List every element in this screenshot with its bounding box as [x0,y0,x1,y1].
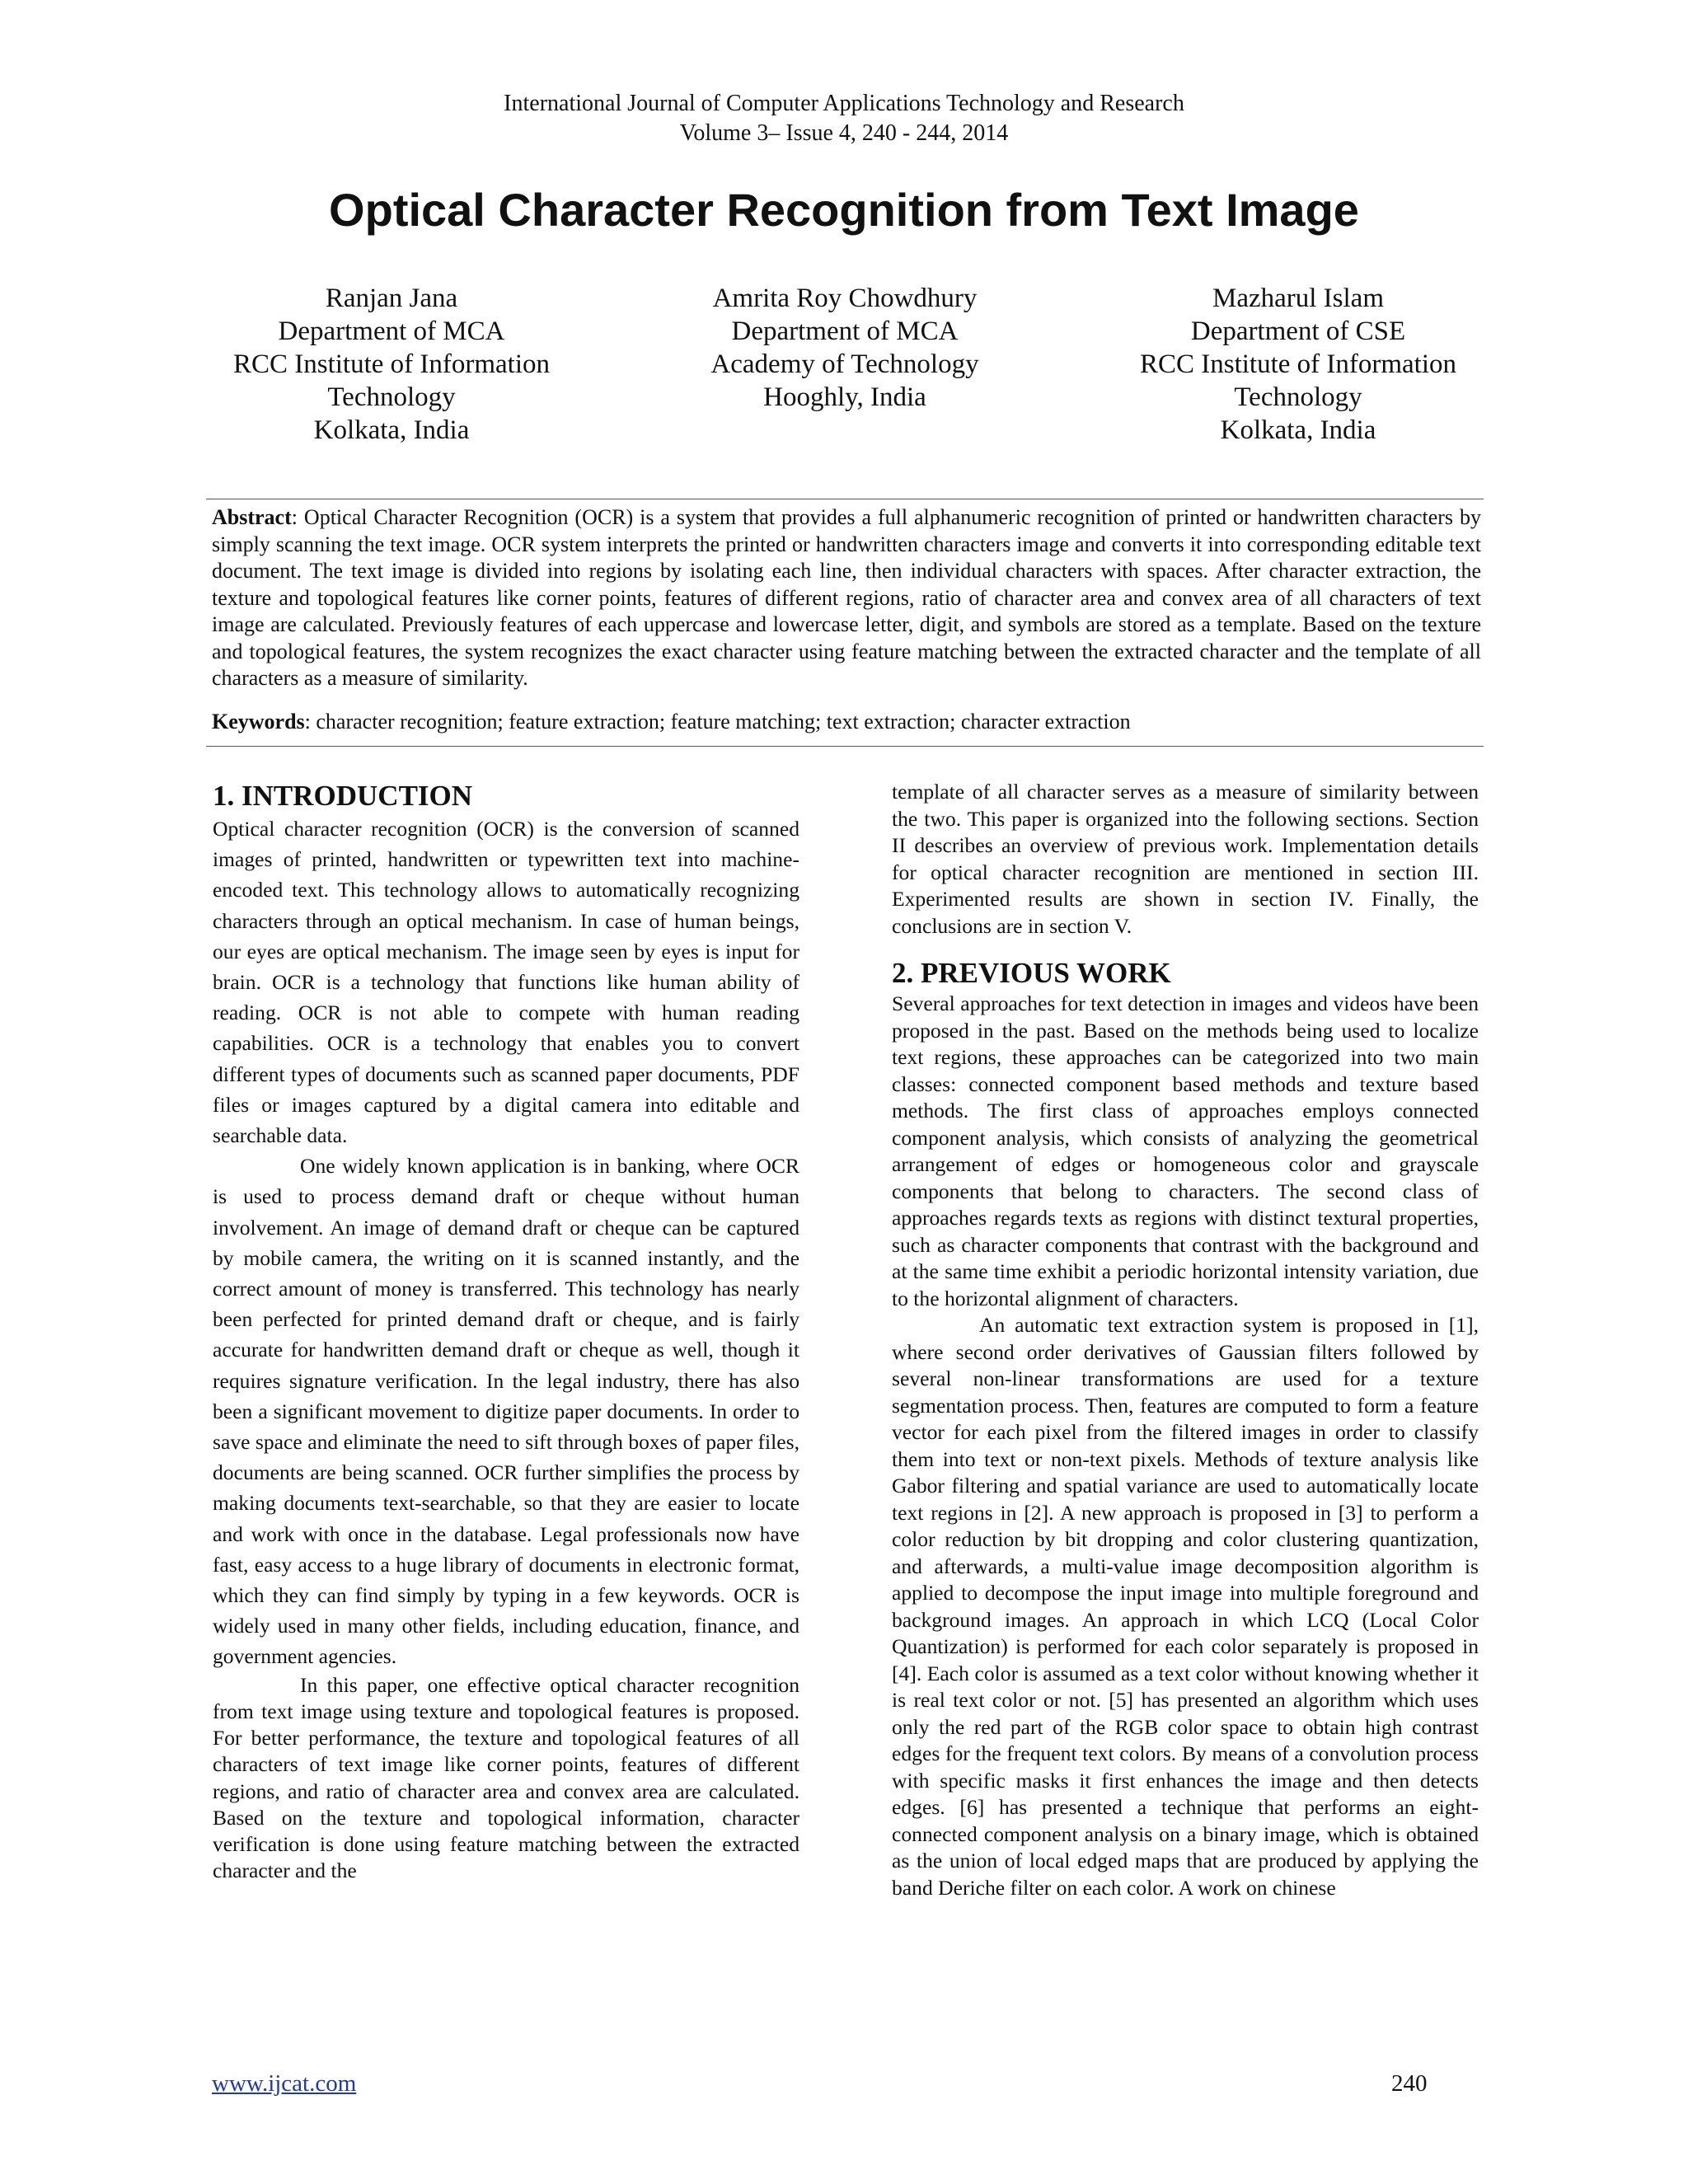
author-affiliation-line: RCC Institute of Information [1139,349,1457,379]
page-number: 240 [1391,2070,1428,2097]
author-affiliation-line: Hooghly, India [763,382,926,412]
journal-name: International Journal of Computer Applications Technology and Research [504,91,1184,116]
keywords-text: : character recognition; feature extraction; feature matching; text extraction; character extraction [304,710,1131,733]
author-name: Ranjan Jana [325,284,458,313]
previous-work-paragraph-2: An automatic text extraction system is proposed in [1], where second order derivatives of Gaussian filters followed by several non-linear transformations are used for a texture segmentation process. Then, features are computed to form a feature vector for each pixel from the filtered images in order to classify them into text or non-text pixels. Methods of texture analysis like Gabor filtering and spatial variance are used to automatically locate text regions in [2]. A new approach is proposed in [3] to perform a color reduction by bit dropping and color clustering quantization, and afterwards, a multi-value image decomposition algorithm is applied to decompose the input image into multiple foreground and background images. An approach in which LCQ (Local Color Quantization) is performed for each color separately is proposed in [4]. Each color is assumed as a text color without knowing whether it is real text color or not. [5] has presented an algorithm which uses only the red part of the RGB color space to obtain high contrast edges for the frequent text colors. By means of a convolution process with specific masks it first enhances the image and then detects edges. [6] has presented a technique that performs an eight-connected component analysis on a binary image, which is obtained as the union of local edged maps that are produced by applying the band Deriche filter on each color. A work on chinese [892,1313,1479,1900]
journal-website-link[interactable]: www.ijcat.com [212,2070,357,2097]
intro-paragraph-1: Optical character recognition (OCR) is the conversion of scanned images of printed, handwritten or typewritten text into machine-encoded text. This technology allows to automatically recognizing characters through an optical mechanism. In case of human beings, our eyes are optical mechanism. The image seen by eyes is input for brain. OCR is a technology that functions like human ability of reading. OCR is not able to compete with human reading capabilities. OCR is a technology that enables you to convert different types of documents such as scanned paper documents, PDF files or images captured by a digital camera into editable and searchable data. [213,817,799,1148]
author-affiliation-line: Department of MCA [731,316,959,346]
intro-paragraph-3: In this paper, one effective optical character recognition from text image using texture and topological features is proposed. For better performance, the texture and topological features of all characters of text image like corner points, features of different regions, and ratio of character area and convex area are calculated. Based on the texture and topological information, character verification is done using feature matching between the extracted character and the [213,1672,799,1883]
previous-work-paragraph-1: Several approaches for text detection in images and videos have been proposed in the past. Based on the methods being used to localize text regions, these approaches can be categorized into two main classes: connected component based methods and texture based methods. The first class of approaches employs connected component analysis, which consists of analyzing the geometrical arrangement of edges or homogeneous color and grayscale components that belong to characters. The second class of approaches regards texts as regions with distinct textural properties, such as character components that contrast with the background and at the same time exhibit a periodic horizontal intensity variation, due to the horizontal alignment of characters. [892,991,1479,1310]
keywords-bottom-divider [206,746,1484,747]
author-affiliation-line: Technology [1234,382,1362,412]
section-heading-introduction: 1. INTRODUCTION [213,780,473,812]
abstract [212,504,1481,692]
author-2 [651,282,1039,414]
intro-paragraph-2: One widely known application is in banking, where OCR is used to process demand draft or cheque without human involvement. An image of demand draft or cheque can be captured by mobile camera, the writing on it is scanned instantly, and the correct amount of money is transferred. This technology has nearly been perfected for printed demand draft or cheque, and is fairly accurate for handwritten demand draft or cheque as well, though it requires signature verification. In the legal industry, there has also been a significant movement to digitize paper documents. In order to save space and eliminate the need to sift through boxes of paper files, documents are being scanned. OCR further simplifies the process by making documents text-searchable, so that they are easier to locate and work with once in the database. Legal professionals now have fast, easy access to a huge library of documents in electronic format, which they can find simply by typing in a few keywords. OCR is widely used in many other fields, including education, finance, and government agencies. [213,1154,799,1669]
author-affiliation-line: Kolkata, India [1220,415,1376,445]
author-name: Mazharul Islam [1212,284,1384,313]
author-affiliation-line: RCC Institute of Information [232,349,551,379]
author-1 [198,282,585,447]
journal-volume: Volume 3– Issue 4, 240 - 244, 2014 [679,120,1009,146]
author-3 [1104,282,1492,447]
right-column [892,779,1479,1901]
keywords-label: Keywords [212,710,305,733]
keywords [212,709,1481,735]
journal-header [0,89,1688,148]
author-affiliation-line: Technology [327,382,456,412]
author-affiliation-line: Kolkata, India [313,415,470,445]
abstract-label: Abstract [212,505,292,529]
intro-paragraph-continued: template of all character serves as a measure of similarity between the two. This paper is organized into the following sections. Section II describes an overview of previous work. Implementation details for optical character recognition are mentioned in section III. Experimented results are shown in section IV. Finally, the conclusions are in section V. [892,780,1479,938]
author-affiliation-line: Academy of Technology [710,349,979,379]
abstract-text: : Optical Character Recognition (OCR) is a system that provides a full alphanumeric recognition of printed or handwritten characters by simply scanning the text image. OCR system interprets the printed or handwritten characters image and converts it into corresponding editable text document. The text image is divided into regions by isolating each line, then individual characters with spaces. After character extraction, the texture and topological features like corner points, features of different regions, ratio of character area and convex area of all characters of text image are calculated. Previously features of each uppercase and lowercase letter, digit, and symbols are stored as a template. Based on the texture and topological features, the system recognizes the exact character using feature matching between the extracted character and the template of all characters as a measure of similarity. [212,505,1481,690]
author-affiliation-line: Department of MCA [278,316,505,346]
paper-title: Optical Character Recognition from Text Image [329,184,1359,236]
author-name: Amrita Roy Chowdhury [712,284,978,313]
left-column [213,779,799,1884]
author-affiliation-line: Department of CSE [1190,316,1406,346]
section-heading-previous-work: 2. PREVIOUS WORK [892,957,1171,989]
